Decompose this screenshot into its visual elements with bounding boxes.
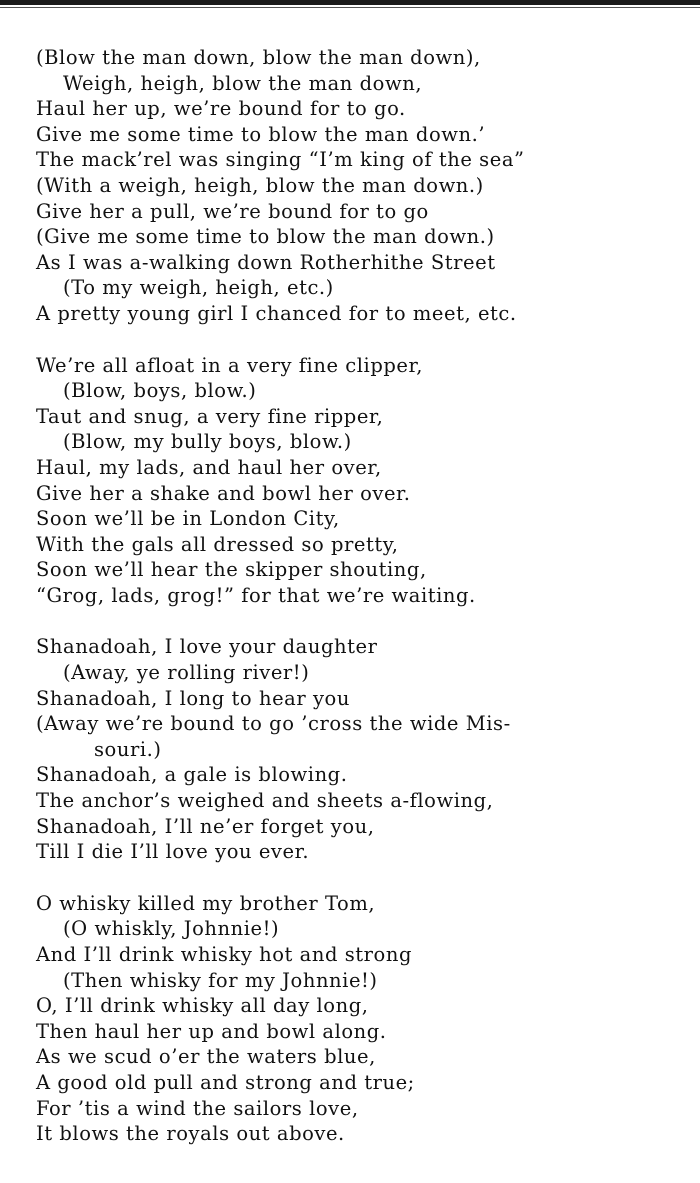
lyric-line: Give me some time to blow the man down.’ <box>36 122 486 146</box>
lyric-line: (To my weigh, heigh, etc.) <box>63 276 334 300</box>
stanza <box>36 891 686 1147</box>
lyric-line: For ’tis a wind the sailors love, <box>36 1096 359 1120</box>
lyric-line: As I was a-walking down Rotherhithe Street <box>36 250 496 274</box>
lyric-line: O, I’ll drink whisky all day long, <box>36 994 369 1018</box>
lyric-line: And I’ll drink whisky hot and strong <box>36 943 412 966</box>
stanza <box>36 45 686 327</box>
lyric-line: Shanadoah, I love your daughter <box>36 635 378 659</box>
lyric-line: We’re all afloat in a very fine clipper, <box>36 353 423 377</box>
lyric-line: (Give me some time to blow the man down.) <box>36 225 495 249</box>
lyric-line: It blows the royals out above. <box>36 1122 345 1146</box>
top-rule <box>0 0 700 5</box>
lyric-line: Shanadoah, I’ll ne’er forget you, <box>36 814 375 838</box>
lyric-line: (Then whisky for my Johnnie!) <box>63 968 378 992</box>
lyric-line: O whisky killed my brother Tom, <box>36 891 376 915</box>
lyric-line: The mack’rel was singing “I’m king of the sea” <box>36 148 525 172</box>
lyric-line: Give her a shake and bowl her over. <box>36 481 411 505</box>
lyric-line: (Away, ye rolling river!) <box>63 661 310 685</box>
stanza <box>36 634 686 864</box>
lyric-line: Soon we’ll be in London City, <box>36 507 340 531</box>
lyric-line: “Grog, lads, grog!” for that we’re waiting. <box>36 583 476 607</box>
lyric-line: (Away we’re bound to go ’cross the wide Mis- <box>36 712 511 736</box>
lyric-line: Haul her up, we’re bound for to go. <box>36 97 406 121</box>
lyric-line: Taut and snug, a very fine ripper, <box>36 404 384 428</box>
lyric-line: As we scud o’er the waters blue, <box>36 1045 376 1069</box>
lyric-line: Weigh, heigh, blow the man down, <box>63 71 423 95</box>
lyric-line: A good old pull and strong and true; <box>36 1070 415 1094</box>
lyric-line: Shanadoah, I long to hear you <box>36 686 350 710</box>
lyric-line: (Blow the man down, blow the man down), <box>36 46 481 69</box>
lyric-line: With the gals all dressed so pretty, <box>36 532 399 556</box>
lyric-line: The anchor’s weighed and sheets a-flowing, <box>36 789 494 813</box>
lyric-line: Give her a pull, we’re bound for to go <box>36 199 429 223</box>
stanza <box>36 353 686 609</box>
lyric-line: A pretty young girl I chanced for to meet, etc. <box>36 301 517 325</box>
lyric-line: (Blow, my bully boys, blow.) <box>63 430 352 454</box>
lyric-line: (Blow, boys, blow.) <box>63 379 257 403</box>
lyric-line: Shanadoah, a gale is blowing. <box>36 763 348 787</box>
song-lyrics-page <box>36 45 686 1173</box>
lyric-line: Haul, my lads, and haul her over, <box>36 455 382 479</box>
lyric-line: (O whiskly, Johnnie!) <box>63 917 280 941</box>
lyric-line: Soon we’ll hear the skipper shouting, <box>36 558 427 582</box>
top-rule-thin <box>0 7 700 8</box>
lyric-line: (With a weigh, heigh, blow the man down.) <box>36 173 484 197</box>
lyric-line: Till I die I’ll love you ever. <box>36 840 310 864</box>
lyric-line: Then haul her up and bowl along. <box>36 1019 387 1043</box>
lyric-line: souri.) <box>94 737 162 761</box>
